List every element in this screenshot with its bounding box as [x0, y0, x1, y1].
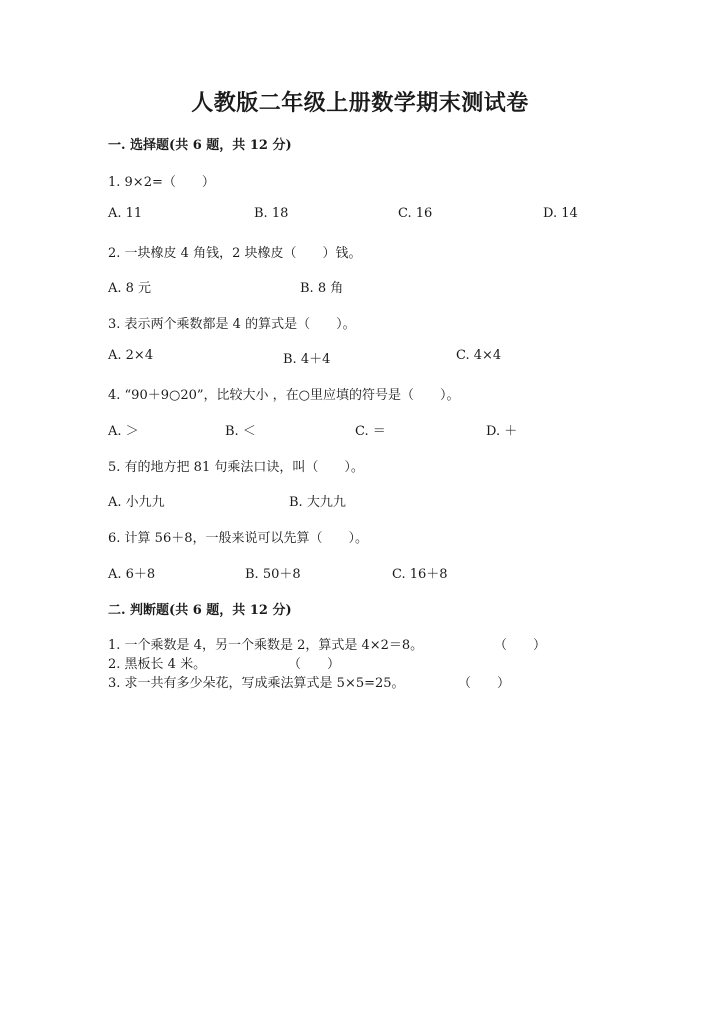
judge-item-3-text: 3. 求一共有多少朵花，写成乘法算式是 5×5=25。 [108, 676, 405, 691]
judge-item-1-text: 1. 一个乘数是 4，另一个乘数是 2，算式是 4×2＝8。 [108, 638, 424, 653]
question-4-option-a: A. ＞ [108, 424, 139, 439]
question-1-option-d: D. 14 [543, 206, 578, 221]
section-heading-judge: 二. 判断题(共 6 题，共 12 分) [108, 603, 292, 618]
question-2-option-b: B. 8 角 [300, 281, 344, 296]
page-title: 人教版二年级上册数学期末测试卷 [191, 90, 529, 116]
judge-item-2-answer-blank: （ ） [288, 657, 341, 672]
question-1-option-c: C. 16 [398, 206, 433, 221]
question-2-option-a: A. 8 元 [108, 281, 152, 296]
judge-item-3-answer-blank: （ ） [458, 676, 511, 691]
question-3-option-b: B. 4＋4 [283, 352, 331, 367]
question-6-option-a: A. 6＋8 [108, 567, 156, 582]
question-5-option-b: B. 大九九 [289, 495, 346, 510]
question-1-option-b: B. 18 [254, 206, 289, 221]
question-4-option-c: C. ＝ [355, 424, 386, 439]
question-6-option-b: B. 50＋8 [245, 567, 301, 582]
question-6-stem: 6. 计算 56＋8，一般来说可以先算（ ）。 [108, 531, 368, 546]
question-3-stem: 3. 表示两个乘数都是 4 的算式是（ ）。 [108, 317, 356, 332]
section-heading-choice: 一. 选择题(共 6 题，共 12 分) [108, 138, 292, 153]
question-3-option-c: C. 4×4 [456, 348, 502, 363]
question-5-stem: 5. 有的地方把 81 句乘法口诀，叫（ ）。 [108, 460, 364, 475]
question-3-option-a: A. 2×4 [108, 348, 154, 363]
question-4-stem: 4. “90＋9○20”，比较大小 ，在○里应填的符号是（ ）。 [108, 388, 460, 403]
question-1-stem: 1. 9×2=（ ） [108, 175, 215, 190]
question-2-stem: 2. 一块橡皮 4 角钱，2 块橡皮（ ）钱。 [108, 246, 362, 261]
question-4-option-b: B. ＜ [225, 424, 256, 439]
judge-item-2-text: 2. 黑板长 4 米。 [108, 657, 207, 672]
judge-item-1-answer-blank: （ ） [494, 638, 547, 653]
question-1-option-a: A. 11 [108, 206, 143, 221]
question-4-option-d: D. ＋ [486, 424, 518, 439]
question-5-option-a: A. 小九九 [108, 495, 165, 510]
question-6-option-c: C. 16＋8 [392, 567, 448, 582]
